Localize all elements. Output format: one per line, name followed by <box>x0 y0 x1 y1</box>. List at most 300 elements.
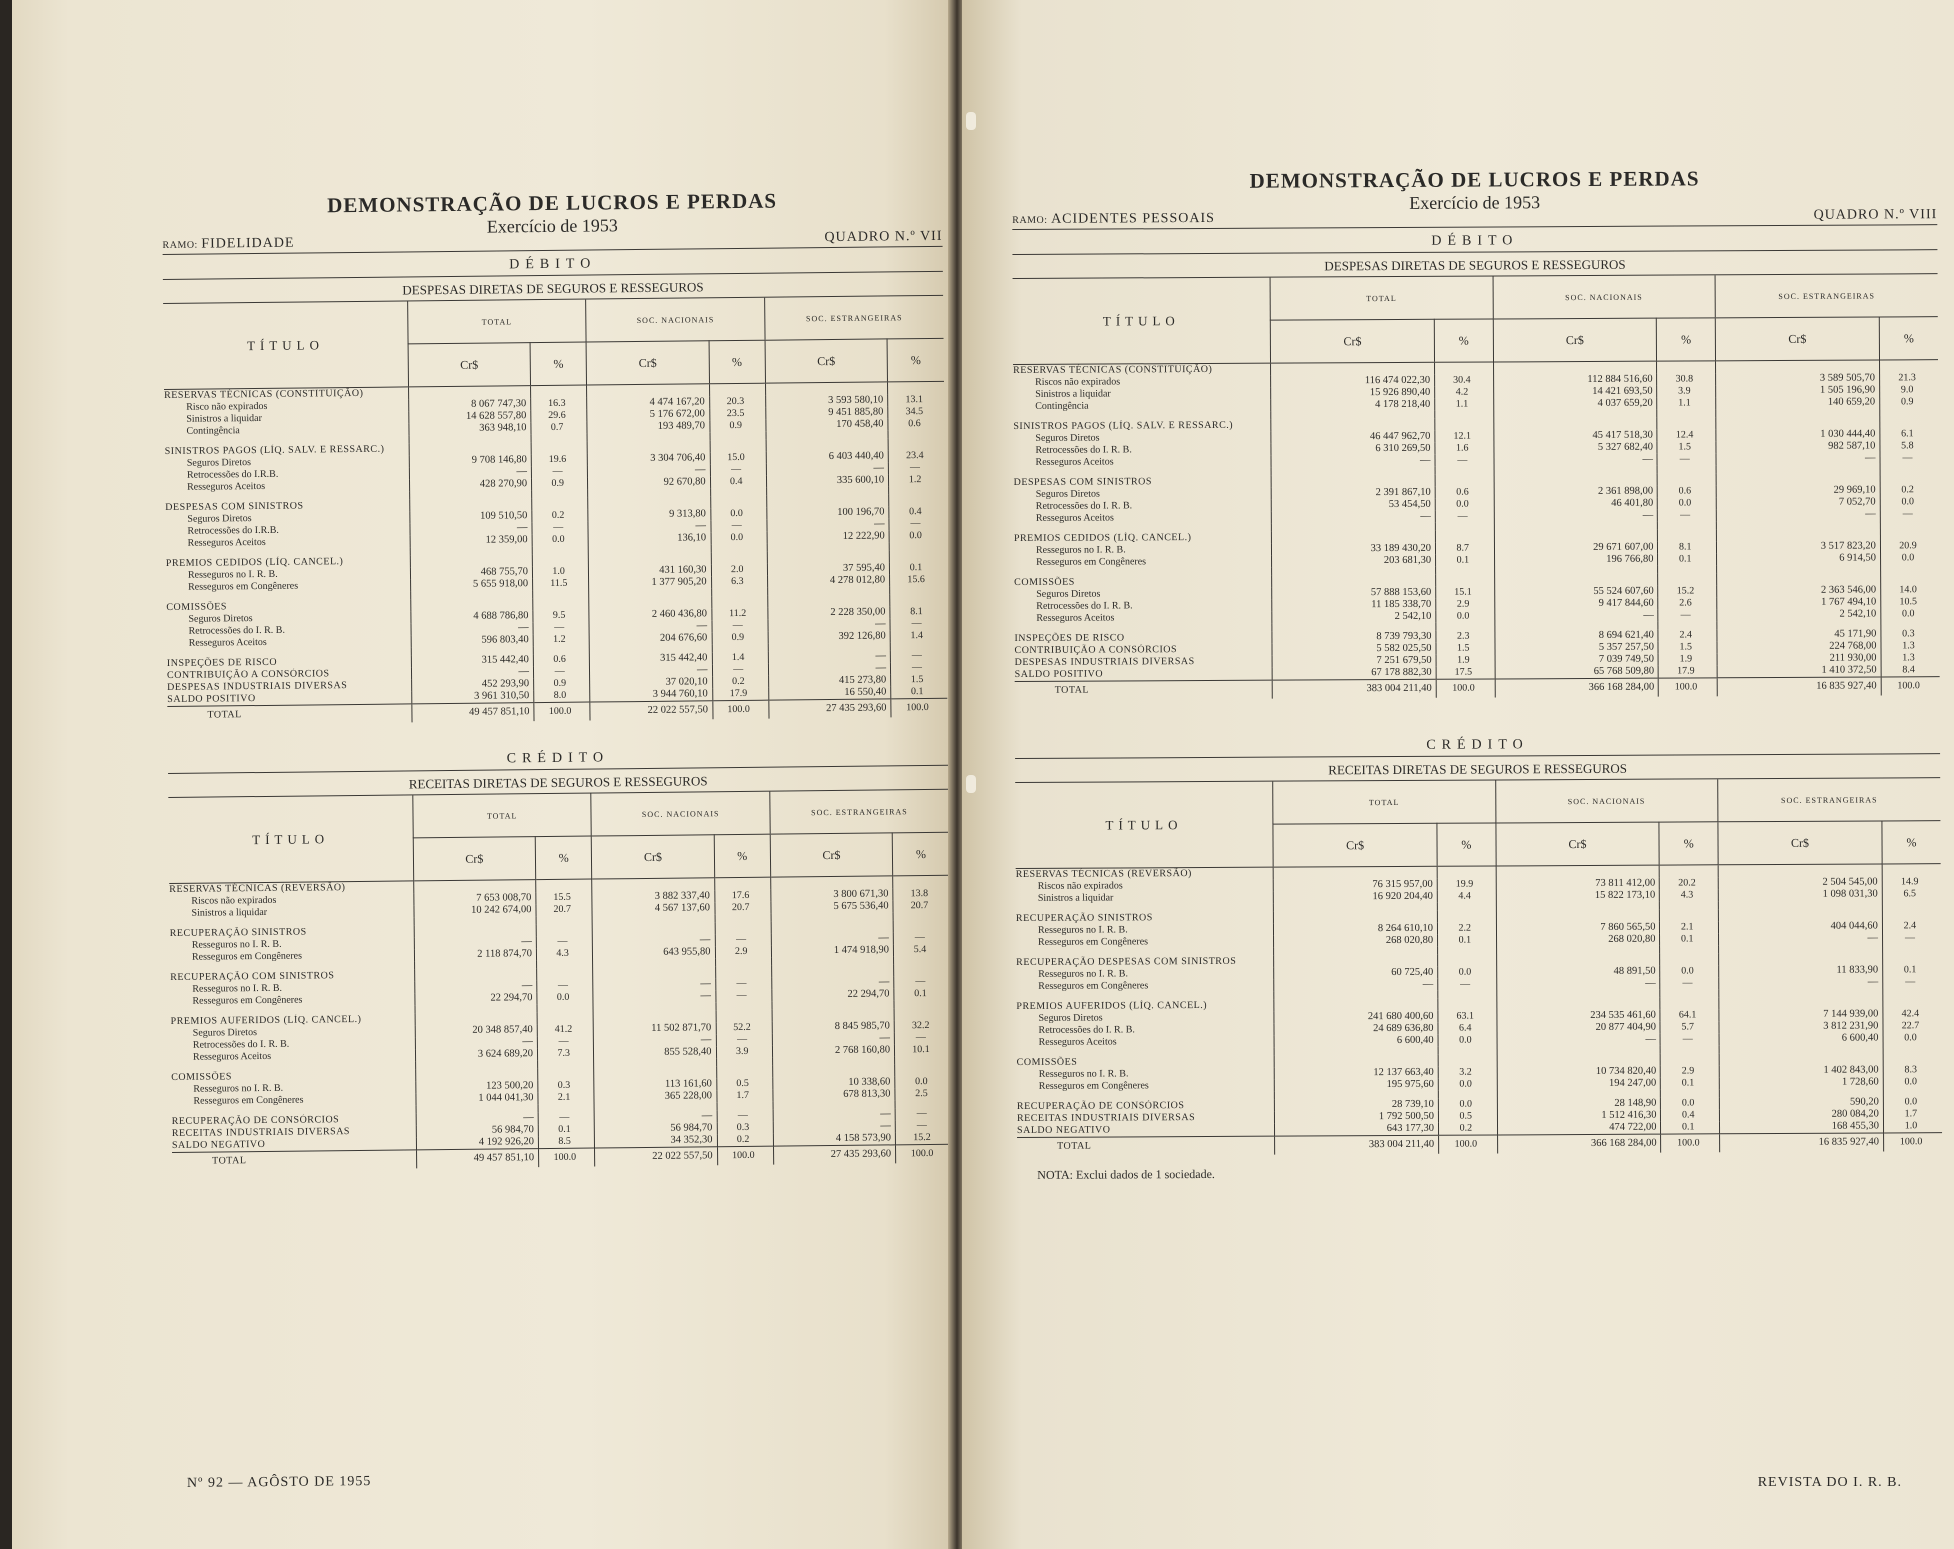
estrangeiras-value: 10 338,60 <box>773 1076 895 1089</box>
row-label: INSPEÇÕES DE RISCO <box>1014 632 1125 644</box>
estrangeiras-value: 335 600,10 <box>766 474 888 487</box>
total-percent: 0.6 <box>533 654 589 667</box>
row-label: Seguros Diretos <box>188 613 253 625</box>
row-label: Retrocessões do I. R. B. <box>192 1038 290 1051</box>
estrangeiras-percent: 100.0 <box>891 698 948 717</box>
estrangeiras-percent <box>890 594 947 607</box>
row-label: Resseguros em Congêneres <box>1036 556 1147 568</box>
nacionais-value: 112 884 516,60 <box>1493 374 1657 387</box>
total-percent: 100.0 <box>539 1148 596 1167</box>
total-percent: 0.9 <box>534 678 590 691</box>
estrangeiras-value: — <box>772 1032 894 1045</box>
nacionais-percent: — <box>1660 1033 1719 1045</box>
nacionais-value: 268 020,80 <box>1496 934 1660 947</box>
nacionais-percent: 0.0 <box>1661 1097 1720 1109</box>
estrangeiras-percent <box>893 875 950 888</box>
total-value: 12 359,00 <box>410 534 532 547</box>
nacionais-percent: 2.0 <box>711 564 767 577</box>
percent-header: % <box>887 338 944 382</box>
total-value <box>1271 475 1435 488</box>
estrangeiras-percent: 13.8 <box>893 888 950 901</box>
total-percent: 100.0 <box>1439 1135 1498 1154</box>
total-value: — <box>415 980 537 993</box>
estrangeiras-value <box>1719 996 1883 1009</box>
nacionais-percent: 17.9 <box>1659 665 1718 678</box>
estrangeiras-value: — <box>771 932 893 945</box>
estrangeiras-percent: 23.4 <box>888 450 945 463</box>
nacionais-value: — <box>1494 454 1658 467</box>
row-label: Resseguros no I. R. B. <box>1038 968 1128 980</box>
percent-header: % <box>1434 319 1493 362</box>
column-header-total: TOTAL <box>413 794 592 838</box>
nacionais-value: — <box>588 520 710 533</box>
nacionais-value: 29 671 607,00 <box>1494 542 1658 555</box>
estrangeiras-value: 1 505 196,90 <box>1716 384 1880 397</box>
estrangeiras-value <box>1716 528 1880 541</box>
estrangeiras-value: — <box>772 976 894 989</box>
row-label: Riscos não expirados <box>1035 376 1121 388</box>
estrangeiras-value: 1 030 444,40 <box>1716 428 1880 441</box>
total-value: 49 457 851,10 <box>416 1149 538 1169</box>
row-label: Seguros Diretos <box>186 457 252 469</box>
estrangeiras-percent: 0.0 <box>1880 552 1939 564</box>
row-label: Resseguros Aceitos <box>1035 512 1114 524</box>
estrangeiras-value: 1 728,60 <box>1719 1076 1883 1089</box>
column-header-titulo: TÍTULO <box>168 795 413 883</box>
row-label: PREMIOS AUFERIDOS (LÍQ. CANCEL.) <box>1016 999 1208 1012</box>
debit-table <box>1013 274 1940 700</box>
nacionais-value: 204 676,60 <box>589 632 711 645</box>
nacionais-percent <box>716 1010 772 1023</box>
total-percent: — <box>1435 454 1494 466</box>
total-percent: 6.4 <box>1438 1022 1497 1034</box>
total-percent: 0.0 <box>1438 966 1497 978</box>
row-label: Retrocessões do I. R. B. <box>1035 500 1133 512</box>
total-percent: 0.0 <box>1436 610 1495 622</box>
row-label: RECUPERAÇÃO COM SINISTROS <box>170 970 335 983</box>
estrangeiras-percent: 0.1 <box>889 562 946 575</box>
currency-header: Cr$ <box>770 833 893 877</box>
estrangeiras-percent <box>1882 864 1941 877</box>
nacionais-percent: 0.0 <box>710 508 766 521</box>
estrangeiras-percent: 0.0 <box>1883 1096 1942 1108</box>
nacionais-percent: 3.9 <box>1657 385 1716 397</box>
estrangeiras-value: — <box>1716 452 1880 465</box>
total-percent: 0.1 <box>1438 934 1497 946</box>
total-percent: 29.6 <box>531 410 587 423</box>
estrangeiras-percent <box>1880 528 1939 540</box>
estrangeiras-percent: 1.7 <box>1883 1108 1942 1120</box>
estrangeiras-value: 404 044,60 <box>1718 920 1882 933</box>
row-label: Contingência <box>1035 400 1089 412</box>
row-label: RECUPERAÇÃO DESPESAS COM SINISTROS <box>1016 955 1237 968</box>
total-percent: 7.3 <box>537 1048 593 1061</box>
currency-header: Cr$ <box>592 835 715 879</box>
page-footer: REVISTA DO I. R. B. <box>1757 1475 1902 1490</box>
total-value: — <box>411 622 533 635</box>
nacionais-value: — <box>1494 610 1658 623</box>
nacionais-percent: 1.5 <box>1658 641 1717 653</box>
row-label: RESERVAS TÉCNICAS (CONSTITUIÇÃO) <box>164 387 364 401</box>
total-percent: — <box>536 936 592 949</box>
left-page <box>12 0 960 1549</box>
estrangeiras-percent: — <box>894 1032 951 1045</box>
total-percent: 15.1 <box>1436 586 1495 598</box>
nacionais-percent: — <box>715 934 771 947</box>
total-percent: — <box>538 1112 594 1125</box>
estrangeiras-percent: 0.0 <box>889 530 946 543</box>
nacionais-value: 196 766,80 <box>1494 554 1658 567</box>
row-label: Resseguros Aceitos <box>188 636 267 649</box>
staple-mark <box>966 775 976 793</box>
estrangeiras-value: 29 969,10 <box>1716 484 1880 497</box>
estrangeiras-percent <box>888 381 945 394</box>
nacionais-percent: 0.9 <box>712 632 768 645</box>
nacionais-percent: 2.9 <box>715 946 771 959</box>
column-header-total: TOTAL <box>407 300 586 344</box>
estrangeiras-percent: — <box>889 518 946 531</box>
total-percent: 1.5 <box>1436 642 1495 654</box>
column-header-titulo: TÍTULO <box>1013 278 1271 365</box>
ramo-label: RAMO: <box>1012 214 1048 226</box>
total-value: 468 755,70 <box>410 566 532 579</box>
currency-header: Cr$ <box>1495 822 1659 866</box>
estrangeiras-value: 27 435 293,60 <box>769 699 891 719</box>
estrangeiras-value: 3 800 671,30 <box>771 888 893 901</box>
total-percent <box>536 924 592 937</box>
total-value <box>1271 362 1435 375</box>
column-header-titulo: TÍTULO <box>1015 782 1273 869</box>
nacionais-percent: 20.3 <box>709 396 765 409</box>
total-value: — <box>410 522 532 535</box>
total-percent: 0.5 <box>1438 1110 1497 1122</box>
currency-header: Cr$ <box>765 339 888 383</box>
nacionais-percent: — <box>710 464 766 477</box>
nacionais-percent <box>714 877 771 890</box>
currency-header: Cr$ <box>1493 318 1657 362</box>
row-label: Resseguros Aceitos <box>187 536 266 549</box>
total-percent: 0.0 <box>1438 1078 1497 1090</box>
estrangeiras-percent: 15.2 <box>895 1132 952 1145</box>
currency-header: Cr$ <box>1273 823 1437 867</box>
total-percent: — <box>533 622 589 635</box>
estrangeiras-value: 2 542,10 <box>1717 608 1881 621</box>
total-percent <box>533 598 589 611</box>
total-percent: 0.1 <box>538 1124 594 1137</box>
nacionais-percent: — <box>1657 453 1716 465</box>
estrangeiras-value: 4 158 573,90 <box>773 1132 895 1146</box>
total-value: 15 926 890,40 <box>1271 387 1435 400</box>
total-value: 16 920 204,40 <box>1273 891 1437 904</box>
estrangeiras-percent: 6.5 <box>1882 888 1941 900</box>
total-value: 7 653 008,70 <box>414 892 536 905</box>
nacionais-percent: 2.4 <box>1658 629 1717 641</box>
row-label: Risco não expirados <box>186 400 268 413</box>
nacionais-percent <box>1661 1053 1720 1065</box>
column-header-nacionais: SOC. NACIONAIS <box>1495 779 1718 823</box>
row-label: DESPESAS INDUSTRIAIS DIVERSAS <box>167 680 348 693</box>
debit-table <box>163 296 947 725</box>
estrangeiras-value <box>1716 416 1880 429</box>
currency-header: Cr$ <box>1718 821 1882 865</box>
credit-table <box>168 790 952 1171</box>
total-value: 428 270,90 <box>409 478 531 491</box>
nacionais-value: 15 822 173,10 <box>1496 890 1660 903</box>
nacionais-percent <box>1658 529 1717 541</box>
estrangeiras-value: 27 435 293,60 <box>773 1145 895 1165</box>
total-value: 22 294,70 <box>415 992 537 1005</box>
row-label: Resseguros no I. R. B. <box>192 982 283 995</box>
nacionais-value: 11 502 871,70 <box>594 1022 716 1035</box>
nacionais-percent: — <box>715 978 771 991</box>
estrangeiras-percent <box>1880 472 1939 484</box>
total-value: 2 118 874,70 <box>414 948 536 961</box>
total-percent: 0.0 <box>532 534 588 547</box>
total-percent <box>1437 910 1496 922</box>
estrangeiras-value: 2 228 350,00 <box>768 606 890 619</box>
nacionais-value: 4 567 137,60 <box>592 902 714 915</box>
estrangeiras-percent <box>894 1008 951 1021</box>
nacionais-value: 22 022 557,50 <box>595 1147 717 1167</box>
nacionais-percent <box>1658 473 1717 485</box>
total-value: 241 680 400,60 <box>1274 1011 1438 1024</box>
estrangeiras-percent: 1.5 <box>891 674 948 687</box>
nacionais-percent: — <box>717 1110 773 1123</box>
nacionais-value: 22 022 557,50 <box>590 701 712 721</box>
total-percent: 2.2 <box>1437 922 1496 934</box>
total-value: — <box>1271 455 1435 468</box>
estrangeiras-value: 2 768 160,80 <box>772 1044 894 1057</box>
total-percent: — <box>533 666 589 679</box>
percent-header: % <box>709 340 766 384</box>
estrangeiras-percent: 1.2 <box>889 474 946 487</box>
estrangeiras-value: 982 587,10 <box>1716 440 1880 453</box>
estrangeiras-percent: 14.0 <box>1881 584 1940 596</box>
row-label: Resseguros no I. R. B. <box>187 568 278 581</box>
debit-subheading: DESPESAS DIRETAS DE SEGUROS E RESSEGUROS <box>163 277 943 304</box>
total-percent: 1.2 <box>533 634 589 647</box>
estrangeiras-percent: — <box>888 462 945 475</box>
nacionais-percent: 3.9 <box>716 1046 772 1059</box>
estrangeiras-value: 11 833,90 <box>1719 964 1883 977</box>
total-value: 7 251 679,50 <box>1272 655 1436 668</box>
estrangeiras-percent <box>893 920 950 933</box>
total-value: 9 708 146,80 <box>409 454 531 467</box>
estrangeiras-percent: 0.1 <box>894 988 951 1001</box>
total-value <box>1271 531 1435 544</box>
total-label: TOTAL <box>167 704 412 725</box>
nacionais-percent <box>1660 865 1719 878</box>
total-value <box>1274 999 1438 1012</box>
nacionais-percent: 2.6 <box>1658 597 1717 609</box>
nacionais-percent: 5.7 <box>1660 1021 1719 1033</box>
estrangeiras-value: — <box>773 1120 895 1133</box>
total-value <box>1273 911 1437 924</box>
total-percent <box>532 498 588 511</box>
nacionais-value: 3 944 760,10 <box>590 688 712 702</box>
nacionais-percent: 0.0 <box>1658 497 1717 509</box>
row-label: Resseguros em Congêneres <box>1038 936 1149 948</box>
row-label: DESPESAS COM SINISTROS <box>165 500 304 513</box>
total-value: 195 975,60 <box>1274 1079 1438 1092</box>
row-label: Riscos não expirados <box>191 894 277 907</box>
estrangeiras-value: 168 455,30 <box>1719 1120 1883 1133</box>
estrangeiras-value <box>1716 360 1880 373</box>
total-percent <box>1436 574 1495 586</box>
estrangeiras-value: — <box>768 618 890 631</box>
row-label: COMISSÕES <box>171 1071 232 1083</box>
estrangeiras-value: 3 589 505,70 <box>1716 372 1880 385</box>
total-row <box>1017 1133 1942 1156</box>
nacionais-percent: 0.4 <box>1661 1109 1720 1121</box>
total-percent: 4.2 <box>1435 386 1494 398</box>
total-value: 56 984,70 <box>416 1124 538 1137</box>
total-value: 4 178 218,40 <box>1271 399 1435 412</box>
estrangeiras-value: 211 930,00 <box>1717 652 1881 665</box>
nacionais-percent: 0.1 <box>1658 553 1717 565</box>
total-value: 46 447 962,70 <box>1271 431 1435 444</box>
nacionais-percent <box>1660 997 1719 1009</box>
row-label: COMISSÕES <box>1016 1056 1078 1068</box>
nacionais-value: 2 361 898,00 <box>1494 486 1658 499</box>
estrangeiras-value: 100 196,70 <box>767 506 889 519</box>
estrangeiras-percent: — <box>890 662 947 675</box>
staple-mark <box>966 112 976 130</box>
nacionais-percent: 100.0 <box>1659 678 1718 697</box>
estrangeiras-percent: — <box>890 650 947 663</box>
total-value: 28 739,10 <box>1274 1099 1438 1112</box>
estrangeiras-percent: 100.0 <box>1881 677 1940 696</box>
nacionais-value: 5 176 672,00 <box>587 408 709 421</box>
nacionais-value <box>1496 998 1660 1011</box>
nacionais-percent <box>715 922 771 935</box>
row-label: RECUPERAÇÃO SINISTROS <box>1015 912 1153 924</box>
estrangeiras-percent: 5.4 <box>893 944 950 957</box>
right-statement <box>1012 165 1942 1183</box>
row-label: Resseguros em Congêneres <box>188 580 299 593</box>
estrangeiras-value: 7 052,70 <box>1716 496 1880 509</box>
nacionais-percent <box>716 1066 772 1079</box>
estrangeiras-value: — <box>767 518 889 531</box>
debit-heading: DÉBITO <box>163 253 943 280</box>
row-label: Resseguros em Congêneres <box>191 950 303 963</box>
estrangeiras-percent: 20.9 <box>1880 540 1939 552</box>
nacionais-value: — <box>1496 978 1660 991</box>
total-value <box>1271 419 1435 432</box>
nacionais-percent: — <box>710 520 766 533</box>
total-percent: — <box>1438 978 1497 990</box>
total-percent <box>531 385 588 398</box>
total-percent <box>532 554 588 567</box>
nacionais-percent: 0.2 <box>712 676 768 689</box>
row-label: Resseguros em Congêneres <box>1038 980 1149 992</box>
nacionais-value: 113 161,60 <box>594 1078 716 1091</box>
total-percent: 41.2 <box>537 1024 593 1037</box>
nacionais-percent <box>1657 417 1716 429</box>
total-percent <box>1435 418 1494 430</box>
estrangeiras-percent <box>889 550 946 563</box>
estrangeiras-value: 16 835 927,40 <box>1720 1133 1884 1152</box>
row-label: Resseguros no I. R. B. <box>1037 924 1128 936</box>
total-value: 452 293,90 <box>411 678 533 691</box>
total-value: — <box>1274 979 1438 992</box>
nacionais-value: 643 955,80 <box>593 946 715 959</box>
row-label: DESPESAS COM SINISTROS <box>1013 476 1152 488</box>
total-percent: 0.2 <box>1439 1122 1498 1135</box>
estrangeiras-percent: 14.9 <box>1882 876 1941 888</box>
estrangeiras-percent: 1.4 <box>890 630 947 643</box>
total-value: 24 689 636,80 <box>1274 1023 1438 1036</box>
total-percent: 2.9 <box>1436 598 1495 610</box>
estrangeiras-percent: 0.0 <box>895 1076 952 1089</box>
estrangeiras-percent: — <box>895 1120 952 1133</box>
estrangeiras-percent <box>894 964 951 977</box>
estrangeiras-percent: 0.0 <box>1880 496 1939 508</box>
total-value: 76 315 957,00 <box>1273 879 1437 892</box>
estrangeiras-percent: 100.0 <box>896 1144 953 1163</box>
estrangeiras-value: 2 363 546,00 <box>1717 584 1881 597</box>
estrangeiras-value: 16 550,40 <box>769 686 891 700</box>
total-label: TOTAL <box>1015 680 1273 700</box>
estrangeiras-percent: 15.6 <box>890 574 947 587</box>
nacionais-value: 10 734 820,40 <box>1497 1066 1661 1079</box>
nacionais-percent: 2.1 <box>1660 921 1719 933</box>
row-label: RESERVAS TÉCNICAS (REVERSÃO) <box>169 882 346 895</box>
total-value: 6 600,40 <box>1274 1035 1438 1048</box>
total-percent: 3.2 <box>1438 1066 1497 1078</box>
ramo-value: FIDELIDADE <box>201 235 295 252</box>
total-value: 12 137 663,40 <box>1274 1067 1438 1080</box>
total-percent: 0.9 <box>531 478 587 491</box>
row-label: Seguros Diretos <box>187 513 252 525</box>
estrangeiras-percent <box>889 494 946 507</box>
estrangeiras-percent: 1.0 <box>1883 1120 1942 1133</box>
estrangeiras-percent: 34.5 <box>888 406 945 419</box>
total-percent: 0.0 <box>1438 1098 1497 1110</box>
total-value: — <box>1271 511 1435 524</box>
total-percent: 19.9 <box>1437 878 1496 890</box>
nacionais-percent: 20.7 <box>714 902 770 915</box>
estrangeiras-value: 37 595,40 <box>767 562 889 575</box>
estrangeiras-value: 1 410 372,50 <box>1717 664 1881 677</box>
nacionais-value: 2 460 436,80 <box>589 608 711 621</box>
estrangeiras-percent: 0.3 <box>1881 628 1940 640</box>
estrangeiras-percent <box>1883 1052 1942 1064</box>
total-value <box>1274 1055 1438 1068</box>
estrangeiras-value: 415 273,80 <box>768 674 890 687</box>
nacionais-percent: — <box>712 664 768 677</box>
estrangeiras-value: 678 813,30 <box>773 1088 895 1101</box>
estrangeiras-percent: 0.4 <box>889 506 946 519</box>
total-percent: 0.3 <box>538 1080 594 1093</box>
total-value: — <box>414 936 536 949</box>
nacionais-value: 20 877 404,90 <box>1497 1022 1661 1035</box>
estrangeiras-value: 4 278 012,80 <box>767 574 889 587</box>
estrangeiras-value: 280 084,20 <box>1719 1108 1883 1121</box>
nacionais-value: 194 247,00 <box>1497 1078 1661 1091</box>
total-value: 596 803,40 <box>411 634 533 647</box>
estrangeiras-value: 1 474 918,90 <box>771 944 893 957</box>
nacionais-value: 3 304 706,40 <box>588 452 710 465</box>
nacionais-value: 5 357 257,50 <box>1495 642 1659 655</box>
total-percent: 19.6 <box>531 454 587 467</box>
estrangeiras-value: 45 171,90 <box>1717 628 1881 641</box>
estrangeiras-percent: 42.4 <box>1883 1008 1942 1020</box>
nacionais-value: 7 039 749,50 <box>1495 654 1659 667</box>
row-label: Resseguros em Congêneres <box>192 994 303 1007</box>
nacionais-value: 5 327 682,40 <box>1493 442 1657 455</box>
percent-header: % <box>1657 318 1716 361</box>
